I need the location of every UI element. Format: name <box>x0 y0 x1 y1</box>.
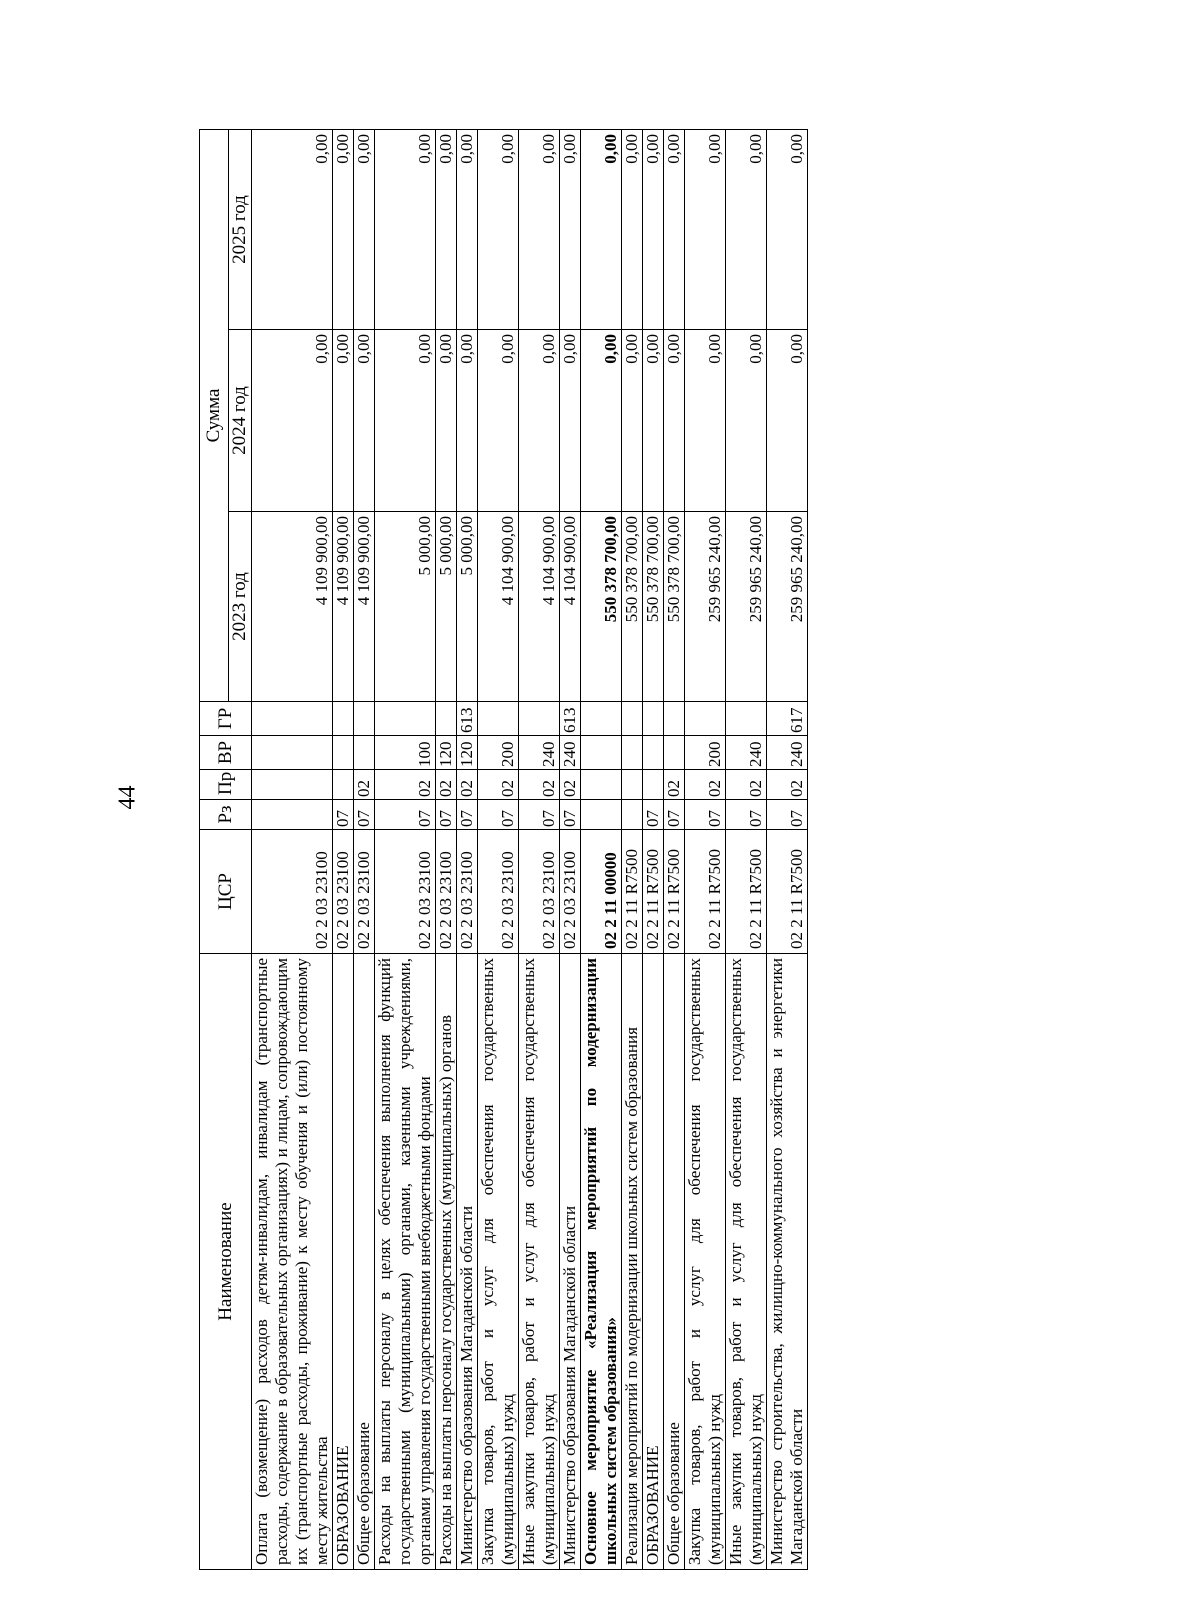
cell-rz <box>581 800 622 830</box>
cell-gr <box>333 702 354 736</box>
budget-table <box>199 129 808 1570</box>
cell-2025: 0,00 <box>664 130 685 330</box>
header-2025: 2025 год <box>229 130 252 330</box>
cell-2025: 0,00 <box>643 130 664 330</box>
cell-vr <box>354 736 375 770</box>
cell-gr <box>581 702 622 736</box>
cell-2024: 0,00 <box>354 330 375 512</box>
cell-2023: 550 378 700,00 <box>622 512 643 702</box>
cell-rz <box>252 800 333 830</box>
cell-name: Закупка товаров, работ и услуг для обеспечения государственных (муниципальных) нужд <box>478 954 519 1570</box>
cell-csr: 02 2 03 23100 <box>478 830 519 954</box>
cell-rz: 07 <box>375 800 436 830</box>
cell-name: Общее образование <box>664 954 685 1570</box>
header-sum: Сумма <box>200 130 229 702</box>
cell-name: Расходы на выплаты персоналу в целях обеспечения выполнения функций государственными (муниципальными) органами, казенными учреждениями, органами управления государственными внебюджетными фондами <box>375 954 436 1570</box>
cell-vr: 120 <box>436 736 457 770</box>
cell-2023: 4 104 900,00 <box>519 512 560 702</box>
cell-2024: 0,00 <box>252 330 333 512</box>
cell-2023: 550 378 700,00 <box>643 512 664 702</box>
cell-2023: 4 104 900,00 <box>478 512 519 702</box>
table-row <box>767 130 808 1570</box>
cell-vr: 100 <box>375 736 436 770</box>
cell-rz: 07 <box>354 800 375 830</box>
cell-2025: 0,00 <box>333 130 354 330</box>
cell-gr <box>375 702 436 736</box>
cell-csr: 02 2 03 23100 <box>354 830 375 954</box>
table-row <box>622 130 643 1570</box>
cell-pr <box>622 770 643 800</box>
table-row <box>333 130 354 1570</box>
cell-2023: 259 965 240,00 <box>726 512 767 702</box>
cell-rz: 07 <box>436 800 457 830</box>
cell-pr: 02 <box>519 770 560 800</box>
cell-vr <box>252 736 333 770</box>
cell-vr <box>643 736 664 770</box>
header-csr: ЦСР <box>200 830 252 954</box>
table-row <box>354 130 375 1570</box>
table-row <box>685 130 726 1570</box>
cell-2025: 0,00 <box>726 130 767 330</box>
cell-pr <box>581 770 622 800</box>
cell-csr: 02 2 03 23100 <box>252 830 333 954</box>
cell-name: Расходы на выплаты персоналу государственных (муниципальных) органов <box>436 954 457 1570</box>
cell-pr: 02 <box>436 770 457 800</box>
cell-name: ОБРАЗОВАНИЕ <box>643 954 664 1570</box>
cell-csr: 02 2 11 00000 <box>581 830 622 954</box>
cell-gr: 613 <box>560 702 581 736</box>
cell-csr: 02 2 03 23100 <box>519 830 560 954</box>
cell-vr <box>581 736 622 770</box>
cell-pr <box>333 770 354 800</box>
table-row <box>519 130 560 1570</box>
cell-pr <box>643 770 664 800</box>
cell-rz: 07 <box>333 800 354 830</box>
table-row <box>375 130 436 1570</box>
cell-2024: 0,00 <box>333 330 354 512</box>
cell-vr: 240 <box>560 736 581 770</box>
cell-gr <box>252 702 333 736</box>
cell-pr: 02 <box>664 770 685 800</box>
cell-2024: 0,00 <box>436 330 457 512</box>
cell-2025: 0,00 <box>767 130 808 330</box>
cell-rz: 07 <box>685 800 726 830</box>
cell-2024: 0,00 <box>726 330 767 512</box>
cell-pr: 02 <box>726 770 767 800</box>
cell-2024: 0,00 <box>622 330 643 512</box>
table-header-row <box>200 130 229 1570</box>
header-rz: Рз <box>200 800 252 830</box>
cell-csr: 02 2 11 R7500 <box>664 830 685 954</box>
cell-vr: 240 <box>519 736 560 770</box>
cell-2023: 259 965 240,00 <box>685 512 726 702</box>
cell-2025: 0,00 <box>560 130 581 330</box>
cell-gr <box>622 702 643 736</box>
cell-csr: 02 2 03 23100 <box>333 830 354 954</box>
cell-rz: 07 <box>457 800 478 830</box>
cell-gr <box>726 702 767 736</box>
cell-rz: 07 <box>519 800 560 830</box>
cell-name: Основное мероприятие «Реализация мероприятий по модернизации школьных систем образования» <box>581 954 622 1570</box>
cell-rz: 07 <box>478 800 519 830</box>
cell-csr: 02 2 11 R7500 <box>643 830 664 954</box>
cell-2024: 0,00 <box>457 330 478 512</box>
cell-name: Иные закупки товаров, работ и услуг для обеспечения государственных (муниципальных) нужд <box>519 954 560 1570</box>
cell-rz: 07 <box>726 800 767 830</box>
cell-2025: 0,00 <box>581 130 622 330</box>
cell-name: Реализация мероприятий по модернизации школьных систем образования <box>622 954 643 1570</box>
cell-gr: 617 <box>767 702 808 736</box>
cell-2025: 0,00 <box>519 130 560 330</box>
cell-vr: 240 <box>726 736 767 770</box>
cell-vr <box>664 736 685 770</box>
cell-2023: 4 104 900,00 <box>560 512 581 702</box>
table-row <box>726 130 767 1570</box>
cell-2023: 5 000,00 <box>375 512 436 702</box>
cell-csr: 02 2 11 R7500 <box>726 830 767 954</box>
cell-pr <box>252 770 333 800</box>
cell-rz <box>622 800 643 830</box>
table-row <box>252 130 333 1570</box>
cell-2025: 0,00 <box>252 130 333 330</box>
table-row <box>478 130 519 1570</box>
header-vr: ВР <box>200 736 252 770</box>
cell-2023: 5 000,00 <box>457 512 478 702</box>
cell-2024: 0,00 <box>478 330 519 512</box>
header-2023: 2023 год <box>229 512 252 702</box>
cell-2025: 0,00 <box>685 130 726 330</box>
cell-2023: 5 000,00 <box>436 512 457 702</box>
cell-2024: 0,00 <box>767 330 808 512</box>
cell-2024: 0,00 <box>685 330 726 512</box>
cell-csr: 02 2 03 23100 <box>560 830 581 954</box>
page-number: 44 <box>114 785 141 810</box>
cell-2024: 0,00 <box>581 330 622 512</box>
cell-name: Общее образование <box>354 954 375 1570</box>
cell-rz: 07 <box>560 800 581 830</box>
cell-gr <box>354 702 375 736</box>
header-pr: Пр <box>200 770 252 800</box>
cell-2024: 0,00 <box>560 330 581 512</box>
header-2024: 2024 год <box>229 330 252 512</box>
table-row <box>436 130 457 1570</box>
cell-rz: 07 <box>643 800 664 830</box>
cell-gr <box>643 702 664 736</box>
cell-rz: 07 <box>664 800 685 830</box>
cell-2023: 259 965 240,00 <box>767 512 808 702</box>
cell-2025: 0,00 <box>375 130 436 330</box>
cell-2025: 0,00 <box>622 130 643 330</box>
cell-2024: 0,00 <box>664 330 685 512</box>
budget-table-container <box>199 130 1109 1570</box>
cell-vr: 120 <box>457 736 478 770</box>
cell-pr: 02 <box>354 770 375 800</box>
cell-2024: 0,00 <box>375 330 436 512</box>
cell-2023: 550 378 700,00 <box>581 512 622 702</box>
cell-csr: 02 2 11 R7500 <box>767 830 808 954</box>
cell-2023: 4 109 900,00 <box>354 512 375 702</box>
cell-2024: 0,00 <box>519 330 560 512</box>
cell-2023: 550 378 700,00 <box>664 512 685 702</box>
cell-2025: 0,00 <box>436 130 457 330</box>
cell-vr: 200 <box>478 736 519 770</box>
cell-gr <box>519 702 560 736</box>
header-gr: ГР <box>200 702 252 736</box>
cell-csr: 02 2 03 23100 <box>375 830 436 954</box>
cell-csr: 02 2 03 23100 <box>457 830 478 954</box>
cell-vr: 200 <box>685 736 726 770</box>
cell-vr <box>333 736 354 770</box>
cell-name: Министерство образования Магаданской области <box>560 954 581 1570</box>
header-name: Наименование <box>200 954 252 1570</box>
cell-name: Министерство строительства, жилищно-коммунального хозяйства и энергетики Магаданской области <box>767 954 808 1570</box>
table-row <box>643 130 664 1570</box>
cell-csr: 02 2 03 23100 <box>436 830 457 954</box>
cell-name: Иные закупки товаров, работ и услуг для обеспечения государственных (муниципальных) нужд <box>726 954 767 1570</box>
cell-gr <box>436 702 457 736</box>
cell-csr: 02 2 11 R7500 <box>622 830 643 954</box>
cell-name: Министерство образования Магаданской области <box>457 954 478 1570</box>
cell-pr: 02 <box>375 770 436 800</box>
table-row <box>560 130 581 1570</box>
cell-name: Закупка товаров, работ и услуг для обеспечения государственных (муниципальных) нужд <box>685 954 726 1570</box>
cell-vr: 240 <box>767 736 808 770</box>
cell-pr: 02 <box>560 770 581 800</box>
table-row <box>664 130 685 1570</box>
table-row <box>581 130 622 1570</box>
table-body <box>252 130 808 1570</box>
cell-name: Оплата (возмещение) расходов детям-инвалидам, инвалидам (транспортные расходы, содержание в образовательных организациях) и лицам, сопровождающим их (транспортные расходы, проживание) к месту обучения и (или) постоянному месту жительства <box>252 954 333 1570</box>
cell-rz: 07 <box>767 800 808 830</box>
cell-pr: 02 <box>478 770 519 800</box>
cell-gr: 613 <box>457 702 478 736</box>
cell-gr <box>664 702 685 736</box>
cell-2023: 4 109 900,00 <box>333 512 354 702</box>
cell-name: ОБРАЗОВАНИЕ <box>333 954 354 1570</box>
cell-2023: 4 109 900,00 <box>252 512 333 702</box>
cell-pr: 02 <box>685 770 726 800</box>
cell-2025: 0,00 <box>457 130 478 330</box>
cell-csr: 02 2 11 R7500 <box>685 830 726 954</box>
cell-2025: 0,00 <box>354 130 375 330</box>
cell-vr <box>622 736 643 770</box>
cell-2025: 0,00 <box>478 130 519 330</box>
cell-pr: 02 <box>767 770 808 800</box>
cell-gr <box>478 702 519 736</box>
cell-2024: 0,00 <box>643 330 664 512</box>
cell-gr <box>685 702 726 736</box>
table-row <box>457 130 478 1570</box>
cell-pr: 02 <box>457 770 478 800</box>
